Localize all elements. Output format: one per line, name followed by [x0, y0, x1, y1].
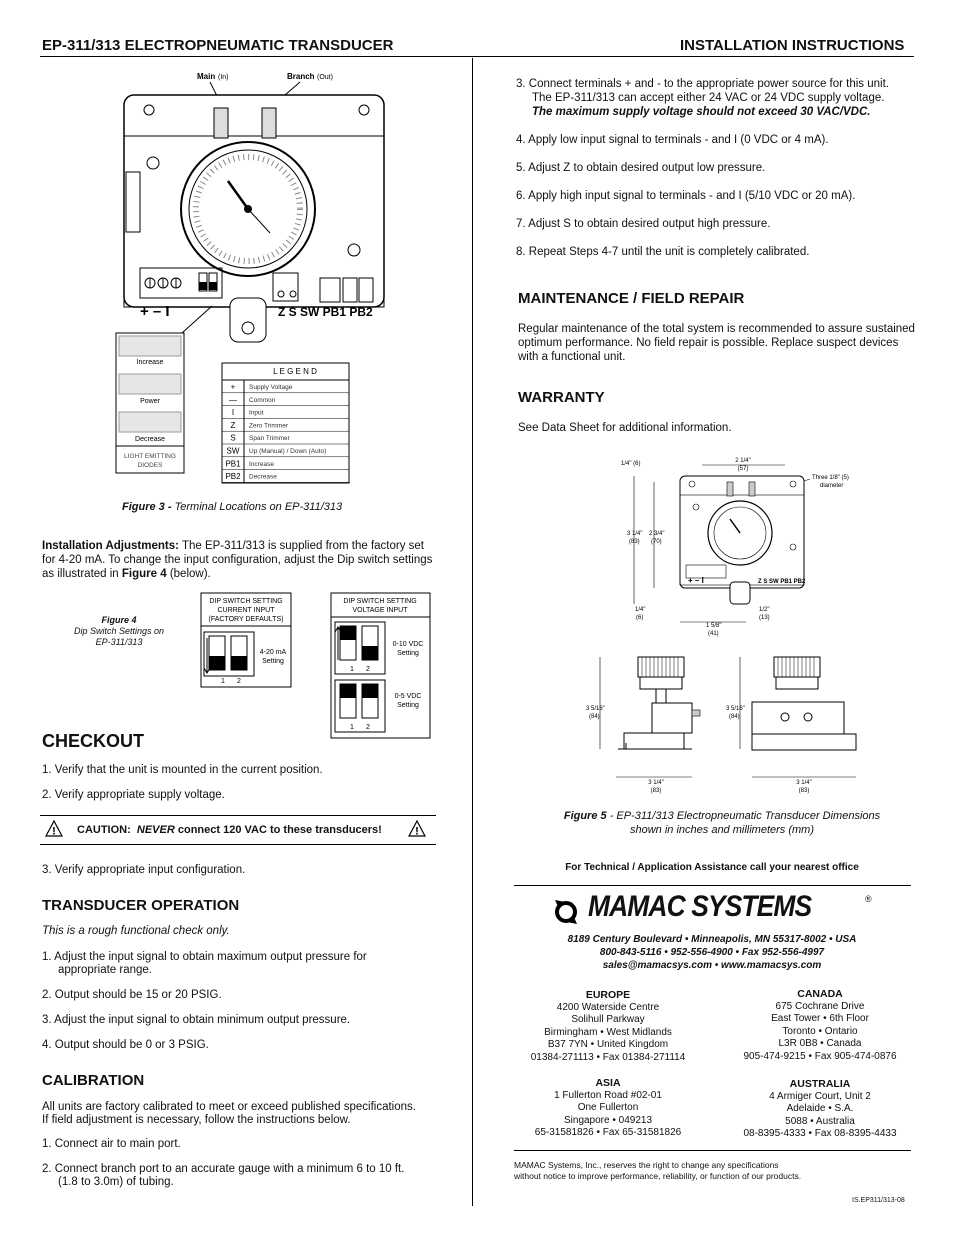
legend-symbol: S	[230, 433, 236, 443]
maintenance-text: with a functional unit.	[518, 351, 626, 363]
svg-text:Z S SW PB1 PB2: Z S SW PB1 PB2	[758, 579, 806, 585]
svg-text:(70): (70)	[651, 539, 662, 545]
legend-symbol: —	[229, 395, 237, 405]
svg-text:(83): (83)	[629, 539, 640, 545]
office-europe: EUROPE 4200 Waterside Centre Solihull Parkway Birmingham • West Midlands B37 7YN • United Kingdom 01384-271113 • Fax 01384-271114	[530, 989, 686, 1063]
office-asia: ASIA 1 Fullerton Road #02-01 One Fullerton Singapore • 049213 65-31581826 • Fax 65-31581826	[534, 1077, 682, 1138]
checkout-step-1: 1. Verify that the unit is mounted in the current position.	[42, 764, 323, 776]
svg-text:1: 1	[350, 724, 354, 731]
warranty-text: See Data Sheet for additional information.	[518, 422, 732, 434]
legend-description: Decrease	[249, 473, 277, 481]
svg-text:4-20 mA: 4-20 mA	[259, 649, 287, 656]
operation-title: TRANSDUCER OPERATION	[42, 897, 240, 914]
operation-step-3: 3. Adjust the input signal to obtain minimum output pressure.	[42, 1014, 351, 1026]
calibration-step-4: 4. Apply low input signal to terminals - and I (0 VDC or 4 mA).	[516, 134, 829, 146]
warning-icon	[45, 820, 63, 838]
svg-text:CURRENT INPUT: CURRENT INPUT	[217, 607, 275, 614]
document-type: INSTALLATION INSTRUCTIONS	[680, 37, 905, 54]
calibration-intro: All units are factory calibrated to meet or exceed published specifications.	[42, 1101, 416, 1113]
calibration-step-5: 5. Adjust Z to obtain desired output low pressure.	[516, 162, 766, 174]
calibration-step-3-warning: The maximum supply voltage should not exceed 30 VAC/VDC.	[532, 106, 871, 118]
svg-text:Three 1/8" (5): Three 1/8" (5)	[812, 475, 849, 481]
svg-text:(83): (83)	[798, 788, 810, 794]
svg-text:Setting: Setting	[397, 650, 419, 657]
document-id: IS.EP311/313-08	[852, 1197, 905, 1204]
legend-description: Input	[249, 409, 264, 417]
legend-description: Zero Trimmer	[249, 422, 288, 430]
svg-text:diameter: diameter	[820, 483, 844, 489]
svg-text:3 1/4": 3 1/4"	[648, 780, 664, 786]
svg-text:2: 2	[237, 678, 241, 685]
svg-text:1/2": 1/2"	[759, 607, 770, 613]
contact-bottom-rule	[514, 1150, 911, 1151]
svg-text:3 5/16": 3 5/16"	[726, 706, 745, 712]
column-divider	[472, 58, 473, 1206]
svg-text:0-5 VDC: 0-5 VDC	[394, 693, 422, 700]
caution-box	[40, 815, 436, 845]
checkout-step-2: 2. Verify appropriate supply voltage.	[42, 789, 225, 801]
svg-text:2 1/4": 2 1/4"	[735, 458, 751, 464]
svg-text:1 5/8": 1 5/8"	[706, 623, 722, 629]
installation-adjustments: Installation Adjustments: The EP-311/313 is supplied from the factory set for 4-20 mA. To change the input configuration, adjust the Dip switch settings as illustrated in Figure 4 (below).	[42, 540, 433, 580]
legend-symbol: SW	[226, 446, 240, 456]
calibration-step-8: 8. Repeat Steps 4-7 until the unit is completely calibrated.	[516, 246, 810, 258]
svg-text:3 5/16": 3 5/16"	[586, 706, 605, 712]
maintenance-title: MAINTENANCE / FIELD REPAIR	[518, 290, 745, 307]
calibration-title: CALIBRATION	[42, 1072, 145, 1089]
operation-step-4: 4. Output should be 0 or 3 PSIG.	[42, 1039, 209, 1051]
svg-text:+ – I: + – I	[688, 576, 704, 585]
company-logo: MAMAC SYSTEMS	[588, 890, 812, 923]
svg-text:Setting: Setting	[397, 702, 419, 709]
terminals-left-label: + – I	[140, 303, 170, 320]
led-caption: LIGHT EMITTING	[124, 453, 176, 460]
svg-text:(84): (84)	[589, 714, 600, 720]
svg-text:2: 2	[366, 666, 370, 673]
figure5-dimensions-diagram	[580, 452, 870, 800]
led-power-label: Power	[140, 398, 160, 405]
registered-mark: ®	[865, 894, 872, 904]
calibration-step-7: 7. Adjust S to obtain desired output high pressure.	[516, 218, 771, 230]
svg-text:0-10 VDC: 0-10 VDC	[392, 641, 424, 648]
legend-symbol: I	[231, 408, 235, 418]
main-port-sub: (In)	[218, 74, 229, 81]
svg-text:1: 1	[350, 666, 354, 673]
legend-symbol: PB2	[225, 472, 241, 482]
maintenance-text: optimum performance. No field repair is possible. Replace suspect devices	[518, 337, 899, 349]
terminals-right-label: Z S SW PB1 PB2	[278, 305, 373, 319]
legend-description: Up (Manual) / Down (Auto)	[249, 448, 327, 455]
led-decrease	[119, 412, 181, 432]
svg-text:DIP SWITCH SETTING: DIP SWITCH SETTING	[343, 598, 417, 605]
svg-text:(84): (84)	[729, 714, 740, 720]
svg-text:!: !	[415, 825, 419, 838]
calibration-step-3: 3. Connect terminals + and - to the appropriate power source for this unit.	[516, 78, 889, 90]
led-caption: DIODES	[137, 462, 163, 469]
svg-text:(83): (83)	[650, 788, 662, 794]
main-port-nipple	[214, 108, 228, 138]
technical-help-line: For Technical / Application Assistance call your nearest office	[565, 862, 859, 873]
branch-port-sub: (Out)	[317, 74, 333, 81]
hq-address: 8189 Century Boulevard • Minneapolis, MN 55317-8002 • USA 800-843-5116 • 952-556-4900 • Fax 952-556-4997 sales@mamacsys.com • www.mamacsys.com	[567, 934, 857, 971]
figure5-caption: Figure 5 - EP-311/313 Electropneumatic Transducer Dimensions shown in inches and millimeters (mm)	[563, 810, 881, 836]
legend-description: Common	[249, 396, 276, 404]
led-increase-label: Increase	[136, 359, 164, 366]
legend-symbol: Z	[230, 420, 236, 430]
led-power	[119, 374, 181, 394]
mamac-logo-icon	[552, 893, 580, 929]
svg-text:2 3/4": 2 3/4"	[649, 531, 665, 537]
svg-text:2: 2	[366, 724, 370, 731]
figure3-caption: Figure 3 - Terminal Locations on EP-311/313	[122, 501, 343, 513]
led-increase	[119, 336, 181, 356]
svg-text:DIP SWITCH SETTING: DIP SWITCH SETTING	[209, 598, 283, 605]
svg-text:1/4": 1/4"	[635, 607, 646, 613]
legend-rows	[222, 383, 349, 483]
figure3-terminal-diagram	[110, 68, 400, 488]
calibration-step-1: 1. Connect air to main port.	[42, 1138, 181, 1150]
svg-text:(57): (57)	[737, 466, 749, 472]
caution-text: CAUTION: NEVER connect 120 VAC to these transducers!	[77, 824, 382, 836]
figure4-dip-switches	[200, 592, 432, 740]
svg-text:3 1/4": 3 1/4"	[796, 780, 812, 786]
svg-text:Setting: Setting	[262, 658, 284, 665]
operation-step-1-cont: appropriate range.	[58, 964, 152, 976]
svg-text:(6): (6)	[636, 615, 644, 621]
header-rule	[40, 56, 914, 57]
document-title: EP-311/313 ELECTROPNEUMATIC TRANSDUCER	[42, 37, 394, 54]
main-port-label: Main	[197, 72, 216, 81]
svg-text:(FACTORY DEFAULTS): (FACTORY DEFAULTS)	[208, 616, 284, 623]
svg-text:3 1/4": 3 1/4"	[627, 531, 643, 537]
calibration-intro: If field adjustment is necessary, follow the instructions below.	[42, 1114, 351, 1126]
disclaimer: MAMAC Systems, Inc., reserves the right to change any specifications without notice to improve performance, reliability, or function of our products.	[514, 1160, 802, 1181]
calibration-step-3-cont: The EP-311/313 can accept either 24 VAC or 24 VDC supply voltage.	[532, 92, 885, 104]
svg-text:1/4" (6): 1/4" (6)	[621, 461, 641, 467]
figure4-caption: Figure 4 Dip Switch Settings on EP-311/313	[73, 615, 165, 647]
maintenance-text: Regular maintenance of the total system is recommended to assure sustained	[518, 323, 915, 335]
operation-step-1: 1. Adjust the input signal to obtain maximum output pressure for	[42, 951, 367, 963]
branch-port-nipple	[262, 108, 276, 138]
legend-description: Span Trimmer	[249, 435, 290, 443]
legend-symbol: +	[230, 382, 236, 392]
calibration-step-2: 2. Connect branch port to an accurate gauge with a minimum 6 to 10 ft.	[42, 1163, 405, 1175]
legend-symbol: PB1	[225, 459, 241, 469]
checkout-step-3: 3. Verify appropriate input configuration.	[42, 864, 246, 876]
legend-title: L E G E N D	[273, 367, 317, 376]
contact-top-rule	[514, 885, 911, 886]
office-canada: CANADA 675 Cochrane Drive East Tower • 6th Floor Toronto • Ontario L3R 0B8 • Canada 905-474-9215 • Fax 905-474-0876	[743, 988, 897, 1062]
calibration-step-2-cont: (1.8 to 3.0m) of tubing.	[58, 1176, 174, 1188]
warning-icon	[408, 820, 426, 838]
legend-description: Increase	[249, 460, 274, 468]
office-australia: AUSTRALIA 4 Armiger Court, Unit 2 Adelaide • S.A. 5088 • Australia 08-8395-4333 • Fax 08-8395-4433	[743, 1078, 897, 1139]
warranty-title: WARRANTY	[518, 389, 605, 406]
svg-text:1: 1	[221, 678, 225, 685]
operation-note: This is a rough functional check only.	[42, 925, 230, 937]
led-decrease-label: Decrease	[135, 436, 165, 443]
checkout-title: CHECKOUT	[42, 731, 144, 751]
svg-text:VOLTAGE INPUT: VOLTAGE INPUT	[352, 607, 408, 614]
svg-text:!: !	[52, 825, 56, 838]
calibration-step-6: 6. Apply high input signal to terminals - and I (5/10 VDC or 20 mA).	[516, 190, 856, 202]
svg-text:(13): (13)	[759, 615, 770, 621]
branch-port-label: Branch	[287, 72, 315, 81]
operation-step-2: 2. Output should be 15 or 20 PSIG.	[42, 989, 222, 1001]
legend-description: Supply Voltage	[249, 384, 293, 391]
svg-text:(41): (41)	[708, 631, 719, 637]
